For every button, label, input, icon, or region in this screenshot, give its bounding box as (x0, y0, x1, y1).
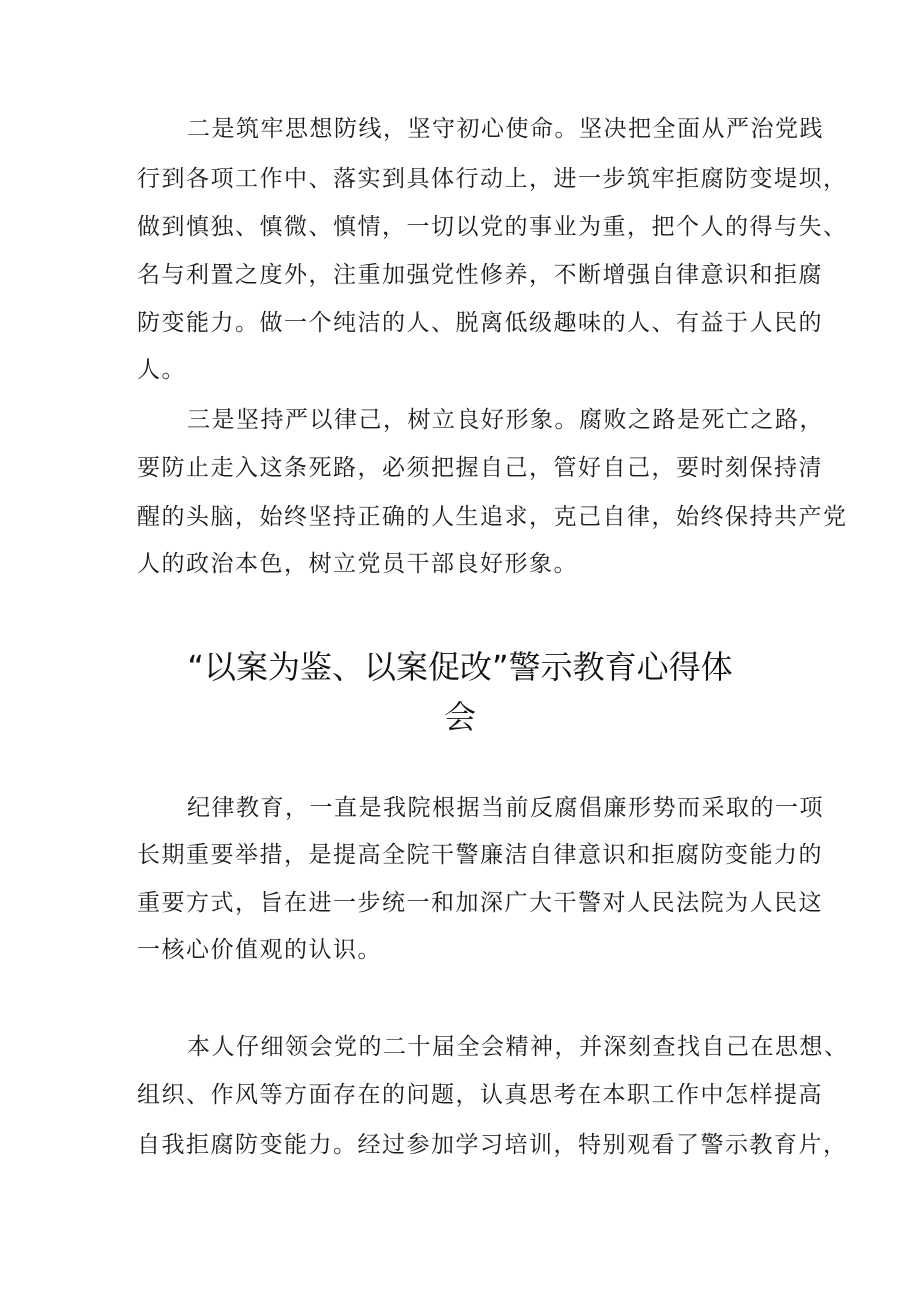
paragraph-line: 纪律教育，一直是我院根据当前反腐倡廉形势而采取的一项 (187, 795, 824, 821)
page-title: “以案为鉴、以案促改”警示教育心得体 (187, 648, 733, 686)
paragraph-line: 重要方式，旨在进一步统一和加深广大干警对人民法院为人民这 (137, 890, 823, 916)
paragraph-line: 要防止走入这条死路，必须把握自己，管好自己，要时刻保持清 (137, 455, 823, 481)
paragraph-line: 做到慎独、慎微、慎情，一切以党的事业为重，把个人的得与失、 (137, 214, 848, 240)
paragraph-line: 人。 (137, 357, 186, 383)
paragraph-line: 行到各项工作中、落实到具体行动上，进一步筑牢拒腐防变堤坝， (137, 166, 848, 192)
page-title-continuation: 会 (443, 698, 476, 736)
paragraph-line: 本人仔细领会党的二十届全会精神，并深刻查找自己在思想、 (187, 1034, 849, 1060)
paragraph-line: 长期重要举措，是提高全院干警廉洁自律意识和拒腐防变能力的 (137, 842, 823, 868)
paragraph-line: 醒的头脑，始终坚持正确的人生追求，克己自律，始终保持共产党 (137, 504, 848, 530)
paragraph-line: 二是筑牢思想防线，坚守初心使命。坚决把全面从严治党践 (187, 116, 824, 142)
paragraph-line: 防变能力。做一个纯洁的人、脱离低级趣味的人、有益于人民的 (137, 310, 823, 336)
paragraph-line: 人的政治本色，树立党员干部良好形象。 (137, 551, 578, 577)
paragraph-line: 三是坚持严以律己，树立良好形象。腐败之路是死亡之路， (187, 407, 824, 433)
paragraph-line: 组织、作风等方面存在的问题，认真思考在本职工作中怎样提高 (137, 1082, 823, 1108)
paragraph-line: 一核心价值观的认识。 (137, 937, 382, 963)
paragraph-line: 名与利置之度外，注重加强党性修养，不断增强自律意识和拒腐 (137, 262, 823, 288)
paragraph-line: 自我拒腐防变能力。经过参加学习培训，特别观看了警示教育片， (137, 1132, 848, 1158)
